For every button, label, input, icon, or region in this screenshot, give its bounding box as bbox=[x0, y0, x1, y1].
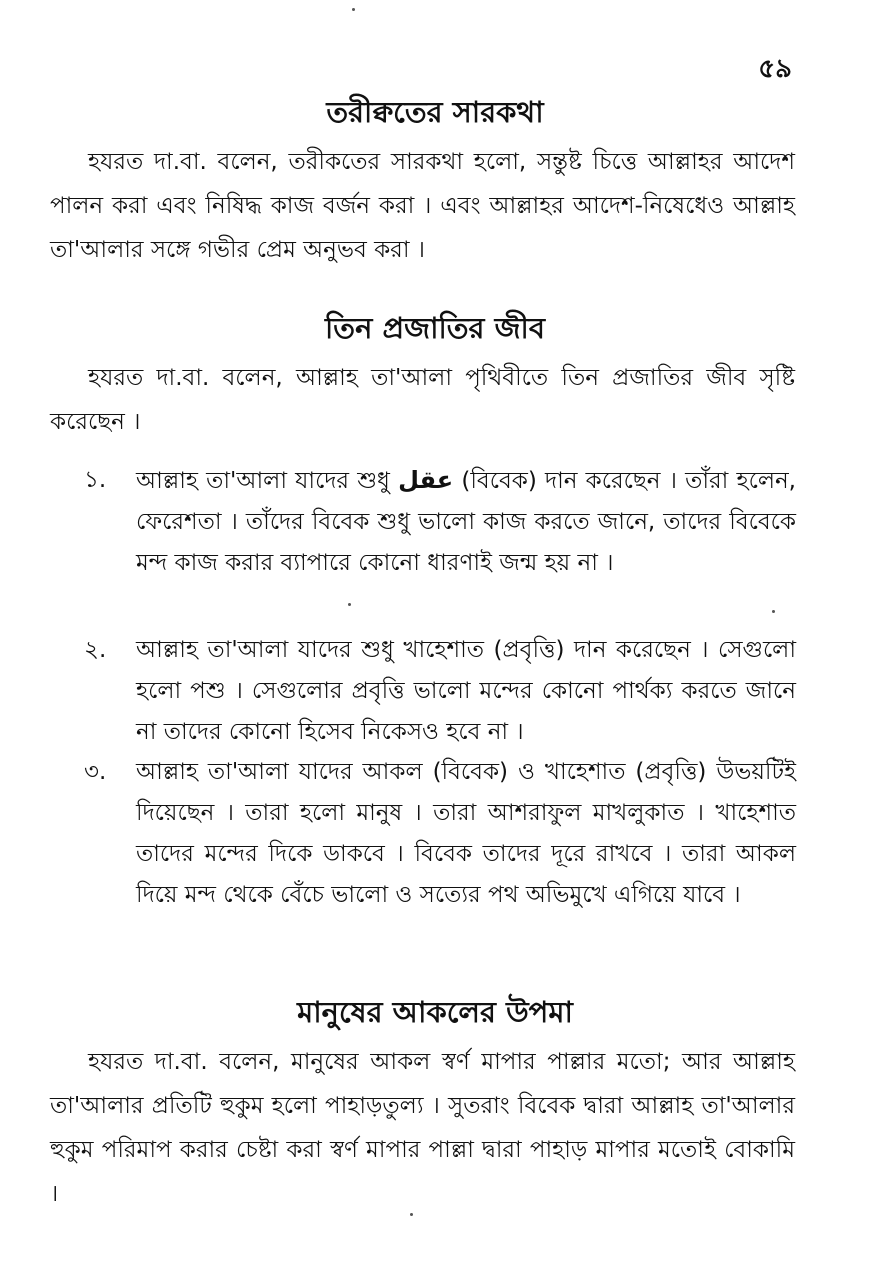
page-number: ৫৯ bbox=[758, 54, 792, 84]
section-body-text: হযরত দা.বা. বলেন, তরীকতের সারকথা হলো, সন্তুষ্ট চিত্তে আল্লাহর আদেশ পালন করা এবং নিষিদ্ধ কাজ বর্জন করা । এবং আল্লাহর আদেশ-নিষেধেও আল্লাহ তা'আলার সঙ্গে গভীর প্রেম অনুভব করা । bbox=[50, 149, 795, 263]
list-item-text: আল্লাহ তা'আলা যাদের শুধু খাহেশাত (প্রবৃত্তি) দান করেছেন । সেগুলো হলো পশু । সেগুলোর প্রবৃত্তি ভালো মন্দের কোনো পার্থক্য করতে জানে না তাদের কোনো হিসেব নিকেসও হবে না । bbox=[136, 637, 796, 745]
list-item-number: ১. bbox=[84, 467, 107, 493]
list-item-number: ২. bbox=[84, 637, 107, 663]
arabic-word: عقل bbox=[398, 466, 454, 494]
list-item bbox=[84, 752, 796, 916]
print-speck bbox=[410, 1213, 413, 1216]
print-speck bbox=[772, 610, 775, 613]
section-body-three-species bbox=[50, 356, 795, 444]
section-title-intellect-analogy: মানুষের আকলের উপমা bbox=[297, 995, 573, 1029]
list-item-text-after: (বিবেক) দান করেছেন । তাঁরা হলেন, ফেরেশতা । তাঁদের বিবেক শুধু ভালো কাজ করতে জানে, তাদের বিবেকে মন্দ কাজ করার ব্যাপারে কোনো ধারণাই জন্ম হয় না । bbox=[136, 468, 796, 576]
section-body-tariqat bbox=[50, 140, 795, 272]
section-body-text: হযরত দা.বা. বলেন, আল্লাহ তা'আলা পৃথিবীতে তিন প্রজাতির জীব সৃষ্টি করেছেন । bbox=[50, 365, 795, 435]
print-speck bbox=[348, 603, 351, 606]
list-item bbox=[84, 630, 796, 753]
list-item-text: আল্লাহ তা'আলা যাদের আকল (বিবেক) ও খাহেশাত (প্রবৃত্তি) উভয়টিই দিয়েছেন । তারা হলো মানুষ । তারা আশরাফুল মাখলুকাত । খাহেশাত তাদের মন্দের দিকে ডাকবে । বিবেক তাদের দূরে রাখবে । তারা আকল দিয়ে মন্দ থেকে বেঁচে ভালো ও সত্যের পথ অভিমুখে এগিয়ে যাবে । bbox=[136, 759, 796, 908]
list-item bbox=[84, 460, 796, 584]
section-title-three-species: তিন প্রজাতির জীব bbox=[325, 311, 545, 345]
section-body-text: হযরত দা.বা. বলেন, মানুষের আকল স্বর্ণ মাপার পাল্লার মতো; আর আল্লাহ তা'আলার প্রতিটি হুকুম হলো পাহাড়তুল্য । সুতরাং বিবেক দ্বারা আল্লাহ তা'আলার হুকুম পরিমাপ করার চেষ্টা করা স্বর্ণ মাপার পাল্লা দ্বারা পাহাড় মাপার মতোই বোকামি । bbox=[50, 1049, 795, 1207]
list-item-text-before: আল্লাহ তা'আলা যাদের শুধু bbox=[136, 468, 390, 494]
list-item-text bbox=[136, 460, 796, 584]
print-speck bbox=[352, 8, 355, 11]
list-item-number: ৩. bbox=[84, 759, 107, 785]
section-title-tariqat: তরীক্বতের সারকথা bbox=[326, 95, 544, 129]
section-body-intellect-analogy bbox=[50, 1040, 795, 1216]
